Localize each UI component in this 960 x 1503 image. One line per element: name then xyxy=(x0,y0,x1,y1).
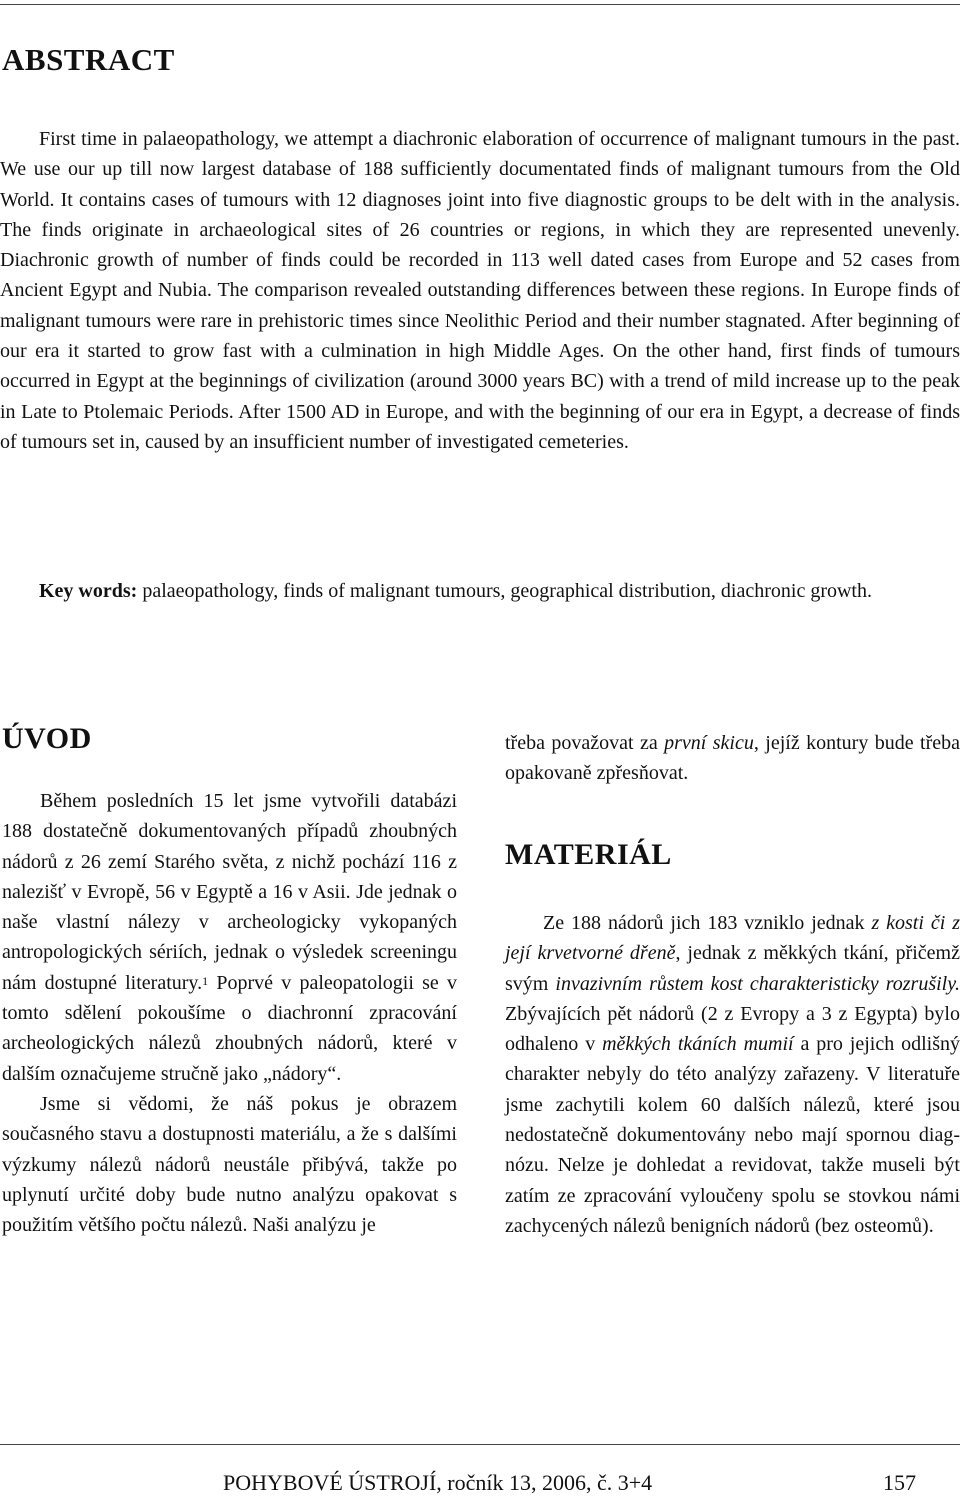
page-number: 157 xyxy=(883,1470,916,1495)
material-em2: invazivním růstem kost charakteristicky rozrušily. xyxy=(555,972,960,995)
page-footer xyxy=(0,1470,960,1502)
uvod-p1-text-b: Poprvé v paleopatologii se v tomto sdělení pokoušíme o diachronní zpracování archeologických nálezů zhoubných nádorů, které v dalším označujeme stručně jako „nádory“. xyxy=(2,971,458,1085)
abstract-body: First time in palaeopathology, we attempt a diachronic elaboration of occurrence of malignant tumours in the past. We use our up till now largest database of 188 sufficiently documentated finds of malignant tumours from the Old World. It contains cases of tumours with 12 diagnoses joint into five diagnostic groups to be delt with in the analysis. The finds originate in archaeological sites of 26 countries or regions, in which they are represented unevenly. Diachronic growth of number of finds could be recorded in 113 well dated cases from Europe and 52 cases from Ancient Egypt and Nubia. The comparison revealed outstanding differences between these regions. In Europe finds of malignant tumours were rare in prehistoric times since Neolithic Period and their number stagnated. After beginning of our era it started to grow fast with a culmination in high Middle Ages. On the other hand, first finds of tumours occurred in Egypt at the beginnings of civilization (around 3000 years BC) with a trend of mild increase up to the peak in Late to Ptolemaic Periods. After 1500 AD in Europe, and with the beginning of our era in Egypt, a decrease of finds of tumours set in, caused by an insufficient number of investigated cemeteries. xyxy=(0,128,960,453)
abstract-heading: ABSTRACT xyxy=(2,42,175,77)
uvod-continuation xyxy=(505,728,960,789)
material-paragraph xyxy=(505,908,960,1241)
keywords-label: Key words: xyxy=(39,580,138,602)
material-t2: , jednak z měkkých tkání, přičemž svým xyxy=(505,942,960,995)
top-rule xyxy=(0,4,960,5)
uvod-continuation-text xyxy=(505,728,960,789)
material-body xyxy=(505,908,960,1241)
material-t4: a pro jejich odlišný charakter nebyly do této analýzy zařazeny. V literatuře jsme zachytili kolem 60 dalších nálezů, které jsou nedostatečně dokumentovány nebo mají spornou diagnózu. Nelze je dohledat a revidovat, takže museli být zatím ze zpracování vyloučeny spolu se stovkou námi zachycených nálezů benigních nádorů (bez osteomů). xyxy=(505,1033,960,1237)
uvod-paragraph-1 xyxy=(2,786,457,1089)
keywords xyxy=(39,576,960,606)
journal-citation: POHYBOVÉ ÚSTROJÍ, ročník 13, 2006, č. 3+4 xyxy=(223,1470,653,1495)
uvod-paragraph-2: Jsme si vědomi, že náš pokus je obrazem současného stavu a dostupnosti materiálu, a že s dalšími výzkumy nálezů nádorů neustále přibývá, takže po uplynutí určité doby bude nutno analýzu opakovat s použitím většího počtu nálezů. Naši analýzu je xyxy=(2,1092,457,1237)
material-t3: Zbývajících pět nádorů (2 z Evropy a 3 z Egypta) bylo odhaleno v xyxy=(505,1002,960,1056)
material-heading: MATERIÁL xyxy=(505,838,672,871)
keywords-text: palaeopathology, finds of malignant tumours, geographical distribution, diachronic growth. xyxy=(142,580,872,602)
continuation-emphasis: první skicu xyxy=(664,732,754,754)
material-em3: měkkých tkáních mumií xyxy=(602,1033,794,1056)
footer-rule xyxy=(0,1444,960,1445)
footnote-ref: 1 xyxy=(202,973,209,988)
uvod-body xyxy=(2,786,457,1240)
continuation-b: , jejíž kontury bude třeba opakovaně zpřesňovat. xyxy=(505,732,960,785)
material-em1: z kosti či z její krvetvorné dřeně xyxy=(505,912,960,965)
uvod-heading: ÚVOD xyxy=(2,722,92,755)
material-t1: Ze 188 nádorů jich 183 vzniklo jednak xyxy=(543,912,872,934)
continuation-a: třeba považovat za xyxy=(505,732,665,754)
uvod-p1-text-a: Během posledních 15 let jsme vytvořili databázi 188 dostatečně dokumentovaných případů zhoubných nádorů z 26 zemí Starého světa, z nichž pochází 116 z nalezišť v Evropě, 56 v Egyptě a 16 v Asii. Jde jednak o naše vlastní nálezy v archeologicky vykopaných antropologických sériích, jednak o výsledek screeningu nám dostupné literatury. xyxy=(2,790,457,994)
